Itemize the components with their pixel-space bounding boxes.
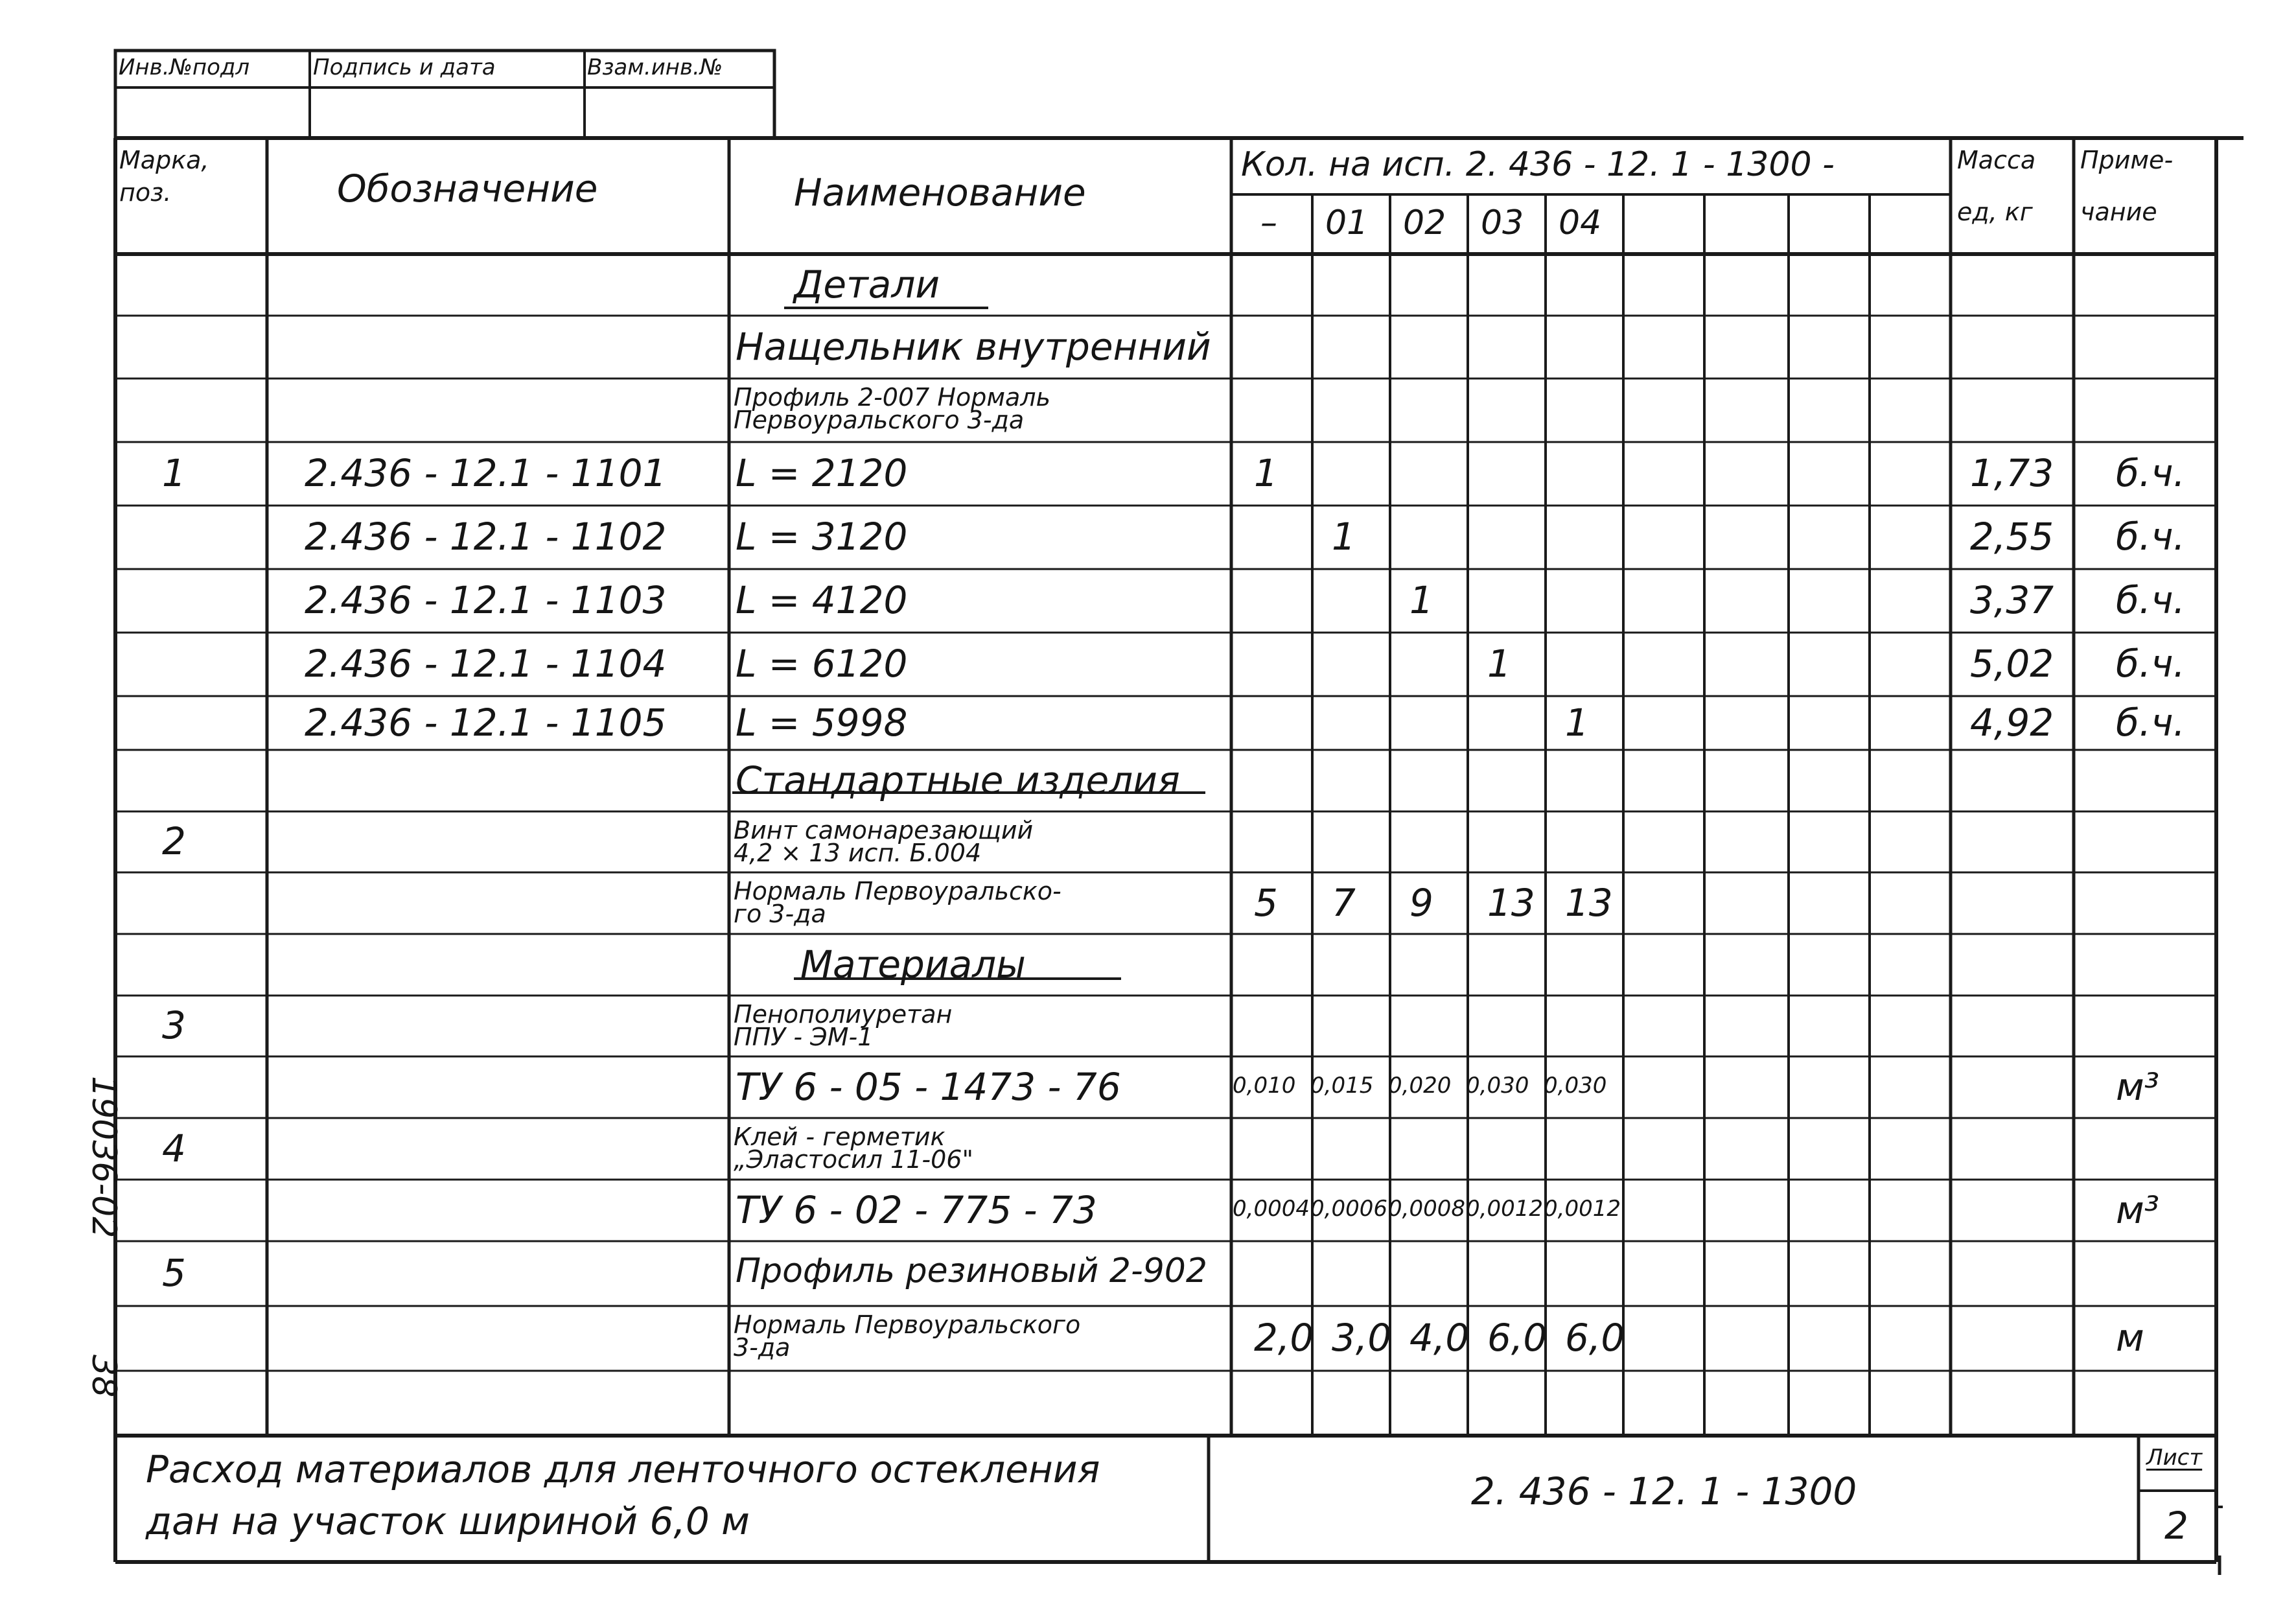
row-name-line2: го 3-да (734, 900, 826, 928)
row-note: б.ч. (2116, 578, 2185, 622)
isp-col-02: 02 (1403, 204, 1446, 242)
row-name: Нащельник внутренний (736, 325, 1211, 369)
row-qty-isp-1: 0,0006 (1310, 1196, 1387, 1222)
row-qty-isp-2: 9 (1409, 881, 1433, 925)
row-qty-isp-2: 0,020 (1388, 1073, 1452, 1099)
row-note: б.ч. (2116, 701, 2185, 745)
row-qty-isp-2: 0,0008 (1388, 1196, 1465, 1222)
side-page: 38 (84, 1355, 123, 1398)
row-name: L = 3120 (736, 515, 908, 559)
row-designation: 2.436 - 12.1 - 1101 (305, 451, 667, 495)
doc-number: 2. 436 - 12. 1 - 1300 (1471, 1469, 1857, 1513)
section-title: Стандартные изделия (736, 758, 1180, 802)
row-name-line2: 4,2 × 13 исп. Б.004 (734, 839, 982, 867)
row-name: L = 2120 (736, 451, 908, 495)
row-designation: 2.436 - 12.1 - 1104 (305, 642, 667, 686)
row-qty-isp-0: 0,010 (1233, 1073, 1296, 1099)
row-poz: 2 (162, 819, 186, 863)
row-qty-isp-2: 1 (1409, 578, 1433, 622)
isp-col-03: 03 (1481, 204, 1524, 242)
row-qty-isp-4: 0,0012 (1544, 1196, 1621, 1222)
row-name-line2: Первоуральского 3-да (734, 406, 1025, 434)
row-qty-isp-3: 0,030 (1466, 1073, 1529, 1099)
header-prim-1: Приме- (2080, 146, 2174, 174)
row-name-line1: Пенополиуретан (734, 1000, 953, 1029)
header-oboznachenie: Обозначение (337, 167, 598, 211)
stamp-inv-podl: Инв.№подл (119, 54, 250, 80)
row-qty-isp-0: 5 (1254, 881, 1278, 925)
row-name-line2: „Эластосил 11-06" (734, 1145, 973, 1174)
row-name-line2: ППУ - ЭМ-1 (734, 1023, 874, 1051)
row-note: б.ч. (2116, 642, 2185, 686)
row-qty-isp-3: 0,0012 (1466, 1196, 1543, 1222)
row-note: м³ (2116, 1065, 2160, 1109)
row-poz: 1 (162, 451, 186, 495)
row-name-line1: Нормаль Первоуральского (734, 1311, 1081, 1339)
row-name: Профиль резиновый 2-902 (736, 1252, 1207, 1290)
row-qty-isp-4: 6,0 (1565, 1316, 1625, 1360)
row-name-line1: Нормаль Первоуральско- (734, 877, 1061, 905)
row-poz: 4 (162, 1126, 186, 1171)
row-note: м³ (2116, 1188, 2160, 1232)
row-qty-isp-3: 1 (1487, 642, 1511, 686)
header-poz: поз. (119, 178, 172, 207)
isp-col-0: – (1260, 204, 1277, 242)
stamp-vzam-inv: Взам.инв.№ (587, 54, 723, 80)
row-qty-isp-3: 6,0 (1487, 1316, 1548, 1360)
header-naimenovanie: Наименование (794, 170, 1086, 215)
row-qty-isp-0: 0,0004 (1233, 1196, 1310, 1222)
row-note: м (2116, 1316, 2144, 1360)
stamp-podpis-data: Подпись и дата (313, 54, 496, 80)
row-qty-isp-4: 0,030 (1544, 1073, 1607, 1099)
row-qty-isp-1: 1 (1332, 515, 1356, 559)
row-mass: 5,02 (1970, 642, 2054, 686)
sheet-number: 2 (2164, 1504, 2188, 1548)
row-name: ТУ 6 - 05 - 1473 - 76 (736, 1065, 1121, 1109)
row-poz: 5 (162, 1251, 186, 1295)
row-qty-isp-0: 1 (1254, 451, 1278, 495)
row-name: L = 6120 (736, 642, 908, 686)
row-name: ТУ 6 - 02 - 775 - 73 (736, 1188, 1097, 1232)
row-mass: 1,73 (1970, 451, 2054, 495)
header-prim-2: чание (2080, 198, 2157, 226)
row-name-line1: Клей - герметик (734, 1123, 945, 1151)
isp-col-01: 01 (1325, 204, 1369, 242)
row-designation: 2.436 - 12.1 - 1102 (305, 515, 667, 559)
row-name-line1: Винт самонарезающий (734, 816, 1034, 845)
header-massa-1: Масса (1957, 146, 2036, 174)
header-massa-2: ед, кг (1957, 198, 2033, 226)
row-designation: 2.436 - 12.1 - 1103 (305, 578, 667, 622)
row-name-line2: 3-да (734, 1333, 791, 1362)
row-qty-isp-3: 13 (1487, 881, 1535, 925)
row-designation: 2.436 - 12.1 - 1105 (305, 701, 667, 745)
row-qty-isp-4: 13 (1565, 881, 1613, 925)
row-note: б.ч. (2116, 515, 2185, 559)
row-qty-isp-4: 1 (1565, 701, 1589, 745)
header-marka: Марка, (119, 146, 209, 174)
row-qty-isp-1: 7 (1332, 881, 1356, 925)
row-qty-isp-0: 2,0 (1254, 1316, 1314, 1360)
row-qty-isp-2: 4,0 (1409, 1316, 1470, 1360)
footer-note-line1: Расход материалов для ленточного остекления (146, 1447, 1100, 1491)
footer-note-line2: дан на участок шириной 6,0 м (146, 1499, 750, 1543)
row-qty-isp-1: 3,0 (1332, 1316, 1392, 1360)
row-name-line1: Профиль 2-007 Нормаль (734, 383, 1050, 412)
sheet-label: Лист (2146, 1445, 2203, 1471)
row-mass: 2,55 (1970, 515, 2054, 559)
section-title: Детали (794, 262, 940, 307)
isp-col-04: 04 (1559, 204, 1602, 242)
row-note: б.ч. (2116, 451, 2185, 495)
row-name: L = 4120 (736, 578, 908, 622)
row-qty-isp-1: 0,015 (1310, 1073, 1374, 1099)
row-poz: 3 (162, 1003, 186, 1047)
row-mass: 4,92 (1970, 701, 2054, 745)
row-name: L = 5998 (736, 701, 908, 745)
side-number: 19036-02 (84, 1076, 123, 1239)
header-kol-na-isp: Кол. на исп. 2. 436 - 12. 1 - 1300 - (1241, 145, 1835, 184)
row-mass: 3,37 (1970, 578, 2054, 622)
section-title: Материалы (800, 942, 1026, 986)
